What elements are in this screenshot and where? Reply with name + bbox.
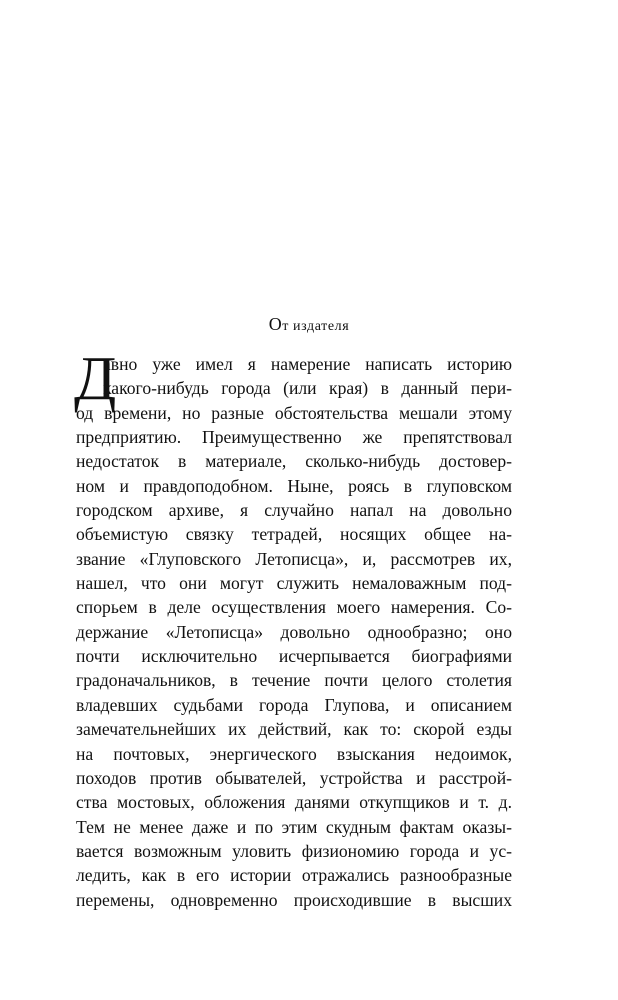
text-line: авно уже имел я намерение написать историю <box>103 354 512 374</box>
section-heading <box>0 314 618 337</box>
text-line: ном и правдоподобном. Ныне, роясь в глуповском <box>76 475 512 496</box>
text-line: владевших судьбами города Глупова, и описанием <box>76 694 512 715</box>
text-line: перемены, одновременно происходившие в высших <box>76 889 512 910</box>
text-line: звание «Глуповского Летописца», и, рассмотрев их, <box>76 548 512 569</box>
text-line: объемистую связку тетрадей, носящих общее на- <box>76 524 512 545</box>
text-line: на почтовых, энергического взыскания недоимок, <box>76 743 512 764</box>
text-line: Тем не менее даже и по этим скудным фактам оказы- <box>76 816 512 837</box>
text-line: од времени, но разные обстоятельства мешали этому <box>76 402 512 423</box>
heading-rest: т издателя <box>282 319 350 334</box>
text-line: какого-нибудь города (или края) в данный пери- <box>103 378 512 399</box>
text-line: держание «Летописца» довольно однообразно; оно <box>76 621 512 642</box>
text-line: вается возможным уловить физиономию города и ус- <box>76 840 512 861</box>
text-line: замечательнейших их действий, как то: скорой езды <box>76 719 512 740</box>
text-line: недостаток в материале, сколько-нибудь достовер- <box>76 451 512 472</box>
drop-cap: Д <box>74 345 117 413</box>
text-line: спорьем в деле осуществления моего намерения. Со- <box>76 597 512 618</box>
text-line: ства мостовых, обложения данями откупщиков и т. д. <box>76 792 512 813</box>
text-line: ледить, как в его истории отражались разнообразные <box>76 865 512 886</box>
text-line: походов против обывателей, устройства и расстрой- <box>76 767 512 788</box>
text-line: почти исключительно исчерпывается биографиями <box>76 646 512 667</box>
text-line: предприятию. Преимущественно же препятствовал <box>76 427 512 448</box>
heading-first-letter: О <box>268 314 283 334</box>
text-line: городском архиве, я случайно напал на довольно <box>76 500 512 521</box>
text-line: нашел, что они могут служить немаловажным под- <box>76 573 512 594</box>
text-line: градоначальников, в течение почти целого столетия <box>76 670 512 691</box>
body-text <box>74 345 512 912</box>
